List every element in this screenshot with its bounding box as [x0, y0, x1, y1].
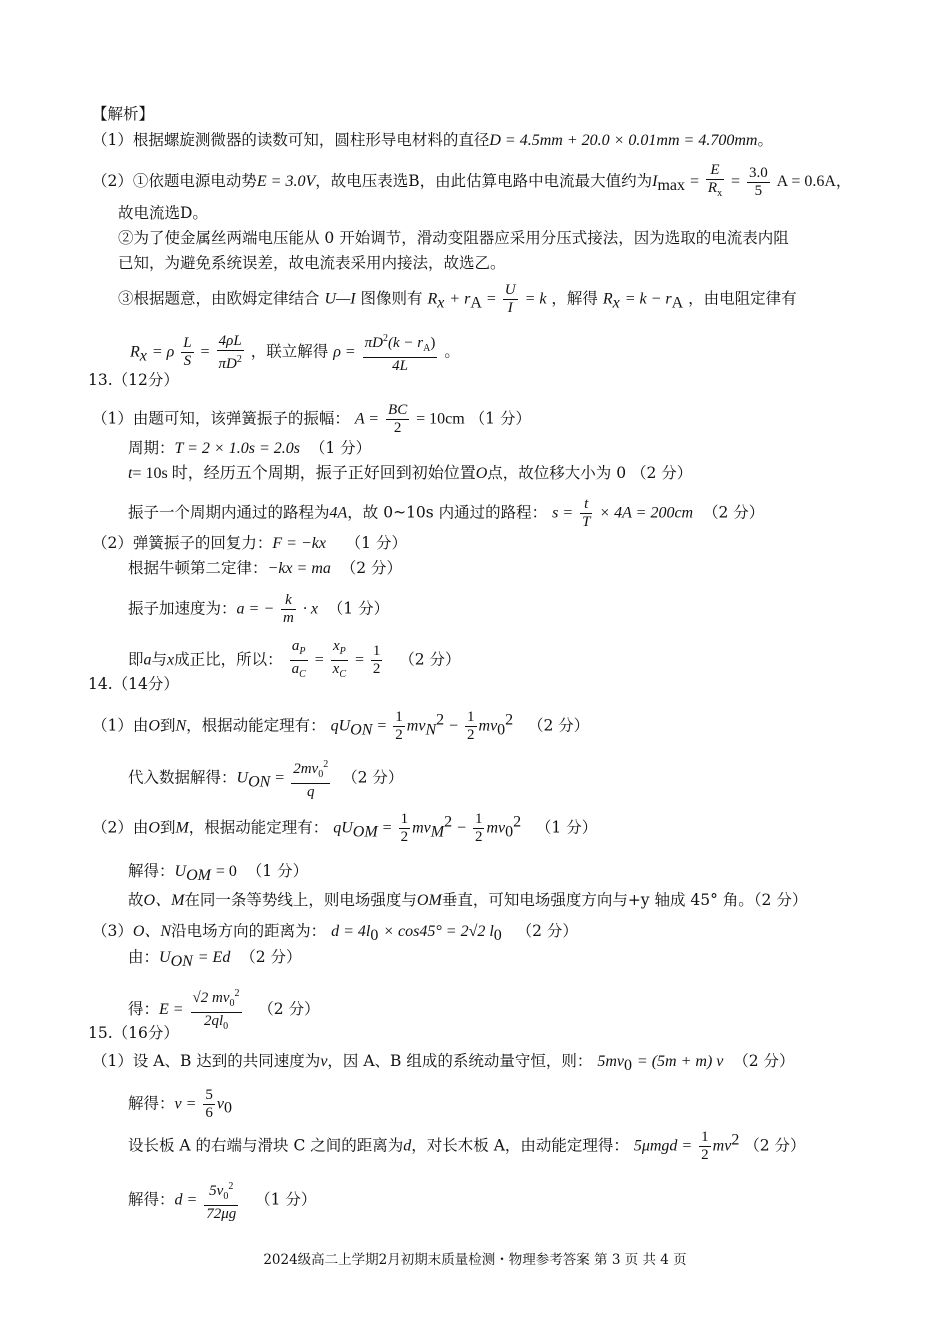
formula: F = −kx — [272, 535, 326, 552]
question-heading: 15.（16分） — [88, 1024, 179, 1042]
text: 根据牛顿第二定律： — [128, 559, 268, 577]
subscript: 0 — [493, 927, 502, 945]
text: 周期： — [128, 439, 175, 457]
score: （2 分） — [258, 1000, 320, 1018]
subscript: ON — [350, 721, 373, 739]
text: ，联立解得 — [250, 342, 329, 361]
page-footer: 2024级高二上学期2月初期末质量检测・物理参考答案 第 3 页 共 4 页 — [263, 1252, 687, 1268]
text: （1）设 A、B 达到的共同速度为 — [92, 1052, 321, 1070]
section-header: 【解析】 — [92, 105, 155, 123]
answer-line: ②为了使金属丝两端电压能从 0 开始调节，滑动变阻器应采用分压式接法，因为选取的电流表内阻 — [118, 229, 789, 247]
formula: = 0 — [215, 863, 237, 880]
text: 故 — [128, 891, 144, 909]
formula: · x — [302, 600, 318, 618]
answer-line — [128, 592, 389, 627]
text: 沿电场方向的距离为： — [171, 922, 327, 940]
answer-line — [92, 1051, 795, 1076]
formula: a — [143, 651, 152, 669]
formula: mv — [406, 717, 426, 735]
formula: 4A — [329, 504, 348, 522]
text: （2）①依题电源电动势 — [92, 172, 257, 190]
score: （1 分） — [535, 818, 598, 837]
fraction: $\frac{5v_0^2}{72\mu g}$ — [204, 1178, 238, 1223]
text: 。 — [757, 131, 773, 149]
text: 成正比，所以： — [174, 650, 283, 669]
formula: U — [159, 949, 171, 966]
score: （1 分） — [345, 534, 407, 552]
formula: U — [174, 863, 187, 880]
subscript: x — [437, 294, 445, 312]
answer-line: 已知，为避免系统误差，故电流表采用内接法，故选乙。 — [118, 254, 506, 272]
formula: = — [689, 173, 699, 190]
formula: −kx = ma — [267, 560, 331, 577]
formula: d = — [174, 1191, 198, 1209]
text: 到 — [159, 818, 176, 837]
text: ，由电阻定律有 — [688, 289, 797, 308]
fraction: $\frac{1}{2}$ — [372, 643, 381, 677]
subscript: 0 — [370, 927, 379, 945]
score: （1 分） — [246, 862, 309, 880]
formula: O — [148, 717, 160, 735]
answer-line — [128, 947, 301, 972]
answer-line — [128, 1178, 316, 1223]
formula: = k — [524, 290, 547, 308]
answer-line — [130, 330, 460, 375]
fraction: $\frac{L}{S}$ — [183, 335, 192, 369]
formula: mv — [478, 717, 498, 735]
score: （2 分） — [527, 716, 590, 735]
score: （1 分） — [255, 1190, 317, 1209]
score: （1 分） — [309, 439, 372, 457]
formula: = — [354, 651, 364, 669]
formula: A = 0.6A — [776, 173, 836, 190]
score: （2 分） — [744, 1136, 806, 1155]
fraction: $\frac{U}{I}$ — [504, 282, 516, 316]
text: （3） — [92, 922, 133, 940]
question-heading: 13.（12分） — [88, 371, 179, 389]
text: ，对长木板 A，由动能定理得： — [411, 1136, 629, 1155]
subscript: OM — [352, 823, 378, 841]
subscript: A — [671, 294, 684, 312]
text: ，解得 — [551, 289, 598, 308]
formula: = — [382, 819, 392, 837]
subscript: 0 — [505, 823, 514, 841]
text: 。 — [444, 342, 460, 361]
subscript: x — [612, 294, 620, 312]
fraction: $\frac{1}{2}$ — [395, 709, 403, 743]
formula: mv — [712, 1137, 732, 1155]
formula: mv — [486, 819, 506, 837]
formula: v = — [174, 1095, 197, 1113]
fraction: $\frac{t}{T}$ — [582, 496, 591, 530]
score: （2 分） — [631, 464, 693, 482]
text: （1）根据螺旋测微器的读数可知，圆柱形导电材料的直径 — [92, 131, 490, 149]
formula: M — [175, 819, 189, 837]
fraction: $\frac{E}{R_x}$ — [707, 162, 723, 199]
formula: − — [457, 819, 467, 837]
fraction: $\frac{BC}{2}$ — [388, 402, 408, 436]
fraction: $\frac{4\rho L}{\pi D^2}$ — [218, 332, 242, 372]
text: （1）由 — [92, 716, 149, 735]
answer-line — [128, 496, 764, 531]
text: 由： — [128, 948, 160, 966]
question-heading: 14.（14分） — [88, 675, 179, 693]
text: 垂直，可知电场强度方向与+y 轴成 45° 角。（2 分） — [441, 891, 808, 909]
text: ③根据题意，由欧姆定律结合 — [118, 289, 320, 308]
score: （2 分） — [240, 948, 302, 966]
formula: OM — [416, 892, 442, 909]
formula: ρ = — [333, 343, 356, 361]
formula: = — [200, 343, 210, 361]
formula: N — [175, 717, 187, 735]
score: （2 分） — [702, 503, 765, 522]
answer-line — [128, 756, 403, 801]
formula: = ρ — [151, 343, 175, 361]
formula: t — [128, 465, 133, 482]
fraction: $\frac{k}{m}$ — [283, 592, 294, 626]
formula: + r — [449, 290, 471, 308]
formula: = — [377, 717, 387, 735]
subscript: M — [430, 823, 445, 841]
answer-line — [92, 402, 531, 437]
fraction: $\frac{1}{2}$ — [474, 811, 483, 845]
text: 解得： — [128, 1094, 175, 1113]
answer-line — [92, 533, 407, 554]
text: 设长板 A 的右端与滑块 C 之间的距离为 — [128, 1136, 404, 1155]
formula: mv — [412, 819, 431, 837]
fraction: $\frac{a_P}{a_C}$ — [291, 638, 306, 680]
subscript: max — [657, 177, 685, 195]
subscript: N — [425, 721, 437, 739]
score: （2 分） — [340, 559, 403, 577]
formula: E = — [159, 1001, 184, 1018]
score: （1 分） — [469, 409, 531, 428]
formula: O、N — [132, 923, 172, 940]
superscript: 2 — [513, 813, 522, 831]
answer-line — [128, 438, 371, 459]
text: = 10s 时，经历五个周期，振子正好回到初始位置 — [132, 465, 476, 482]
formula: d — [403, 1137, 412, 1155]
fraction: $\frac{1}{2}$ — [467, 709, 475, 743]
text: 代入数据解得： — [128, 768, 237, 787]
text: （2）由 — [92, 818, 149, 837]
formula: R — [427, 290, 438, 308]
fraction: $\frac{√2 mv_0^2}{2ql_0}$ — [191, 985, 242, 1035]
text: 到 — [159, 716, 176, 735]
superscript: 2 — [444, 813, 453, 831]
formula: U—I — [324, 290, 356, 308]
formula: a = − — [236, 600, 275, 618]
fraction: $\frac{x_P}{x_C}$ — [332, 638, 347, 680]
text: 与 — [151, 650, 168, 669]
answer-line — [92, 709, 589, 744]
formula: = 10cm — [416, 410, 465, 428]
answer-line — [128, 1129, 806, 1164]
formula: O、M — [143, 892, 185, 909]
formula: qU — [333, 819, 353, 837]
subscript: ON — [170, 953, 193, 971]
answer-line: 故电流选D。 — [118, 204, 208, 222]
superscript: 2 — [436, 711, 445, 729]
formula: R — [602, 290, 613, 308]
score: （2 分） — [733, 1052, 795, 1070]
formula: R — [130, 343, 140, 361]
text: ，根据动能定理有： — [188, 818, 329, 837]
answer-line — [118, 282, 797, 317]
text: 得： — [128, 1000, 160, 1018]
formula: qU — [330, 717, 351, 735]
formula: × 4A = 200cm — [599, 504, 694, 522]
text: ， — [835, 172, 852, 190]
fraction: $\frac{5}{6}$ — [205, 1087, 213, 1121]
formula: = — [486, 290, 496, 308]
text: （2）弹簧振子的回复力： — [92, 534, 273, 552]
formula: s = — [552, 504, 574, 522]
superscript: 2 — [505, 711, 514, 729]
answer-line — [128, 890, 807, 911]
formula: d = 4l — [331, 923, 371, 940]
formula: v — [320, 1053, 328, 1070]
formula: O — [475, 465, 488, 482]
formula: v — [216, 1095, 224, 1113]
formula: = — [731, 173, 741, 190]
formula: T = 2 × 1.0s = 2.0s — [174, 440, 300, 457]
formula: U — [236, 769, 249, 787]
text: 即 — [128, 650, 144, 669]
text: （1）由题可知，该弹簧振子的振幅： — [92, 409, 350, 428]
answer-line — [92, 811, 597, 846]
fraction: $\frac{1}{2}$ — [400, 811, 409, 845]
answer-line — [128, 558, 402, 579]
formula: − — [449, 717, 459, 735]
score: （2 分） — [342, 768, 404, 787]
superscript: 2 — [731, 1131, 740, 1149]
score: （2 分） — [516, 922, 578, 940]
formula: 5μmgd = — [633, 1137, 693, 1155]
fraction: $\frac{2mv_0^2}{q}$ — [291, 756, 330, 801]
formula: E = 3.0V — [256, 173, 316, 190]
formula: = — [275, 769, 285, 787]
subscript: A — [470, 294, 482, 312]
text: ，根据动能定理有： — [186, 716, 326, 735]
text: ，因 A、B 组成的系统动量守恒，则： — [327, 1052, 593, 1070]
answer-line — [92, 921, 578, 946]
formula: = k − r — [624, 290, 672, 308]
formula: × cos45° = 2√2 l — [383, 923, 494, 940]
subscript: 0 — [497, 721, 506, 739]
formula: x — [167, 651, 175, 669]
subscript: 0 — [223, 1099, 232, 1117]
text: 解得： — [128, 1190, 175, 1209]
answer-line — [92, 130, 773, 151]
formula: = — [314, 651, 324, 669]
text: 解得： — [128, 862, 175, 880]
formula: I — [652, 173, 658, 190]
text: 图像则有 — [360, 289, 423, 308]
fraction: $\frac{1}{2}$ — [701, 1129, 709, 1163]
subscript: ON — [248, 773, 271, 791]
text: 振子加速度为： — [128, 599, 237, 618]
formula: 5mv — [597, 1053, 624, 1070]
formula: = Ed — [197, 949, 231, 966]
answer-line — [128, 463, 692, 484]
text: ，故电压表选B，由此估算电路中电流最大值约为 — [315, 172, 653, 190]
text: 振子一个周期内通过的路程为 — [128, 503, 330, 522]
text: 点，故位移大小为 0 — [487, 464, 627, 482]
score: （2 分） — [399, 650, 461, 669]
fraction: $\frac{\pi D^2(k - r_A)}{4L}$ — [363, 330, 438, 375]
fraction: $\frac{3.0}{5}$ — [748, 164, 768, 199]
formula: D = 4.5mm + 20.0 × 0.01mm = 4.700mm — [489, 132, 758, 149]
subscript: 0 — [623, 1057, 632, 1075]
answer-line — [128, 861, 308, 886]
text: ，故 0~10s 内通过的路程： — [347, 503, 548, 522]
formula: = (5m + m) v — [636, 1053, 724, 1070]
answer-line — [92, 162, 851, 202]
formula: O — [148, 819, 160, 837]
text: 在同一条等势线上，则电场强度与 — [184, 891, 417, 909]
score: （1 分） — [327, 599, 390, 618]
subscript: OM — [186, 867, 211, 885]
answer-line — [128, 1087, 232, 1122]
subscript: x — [139, 347, 147, 365]
formula: A = — [354, 410, 380, 428]
